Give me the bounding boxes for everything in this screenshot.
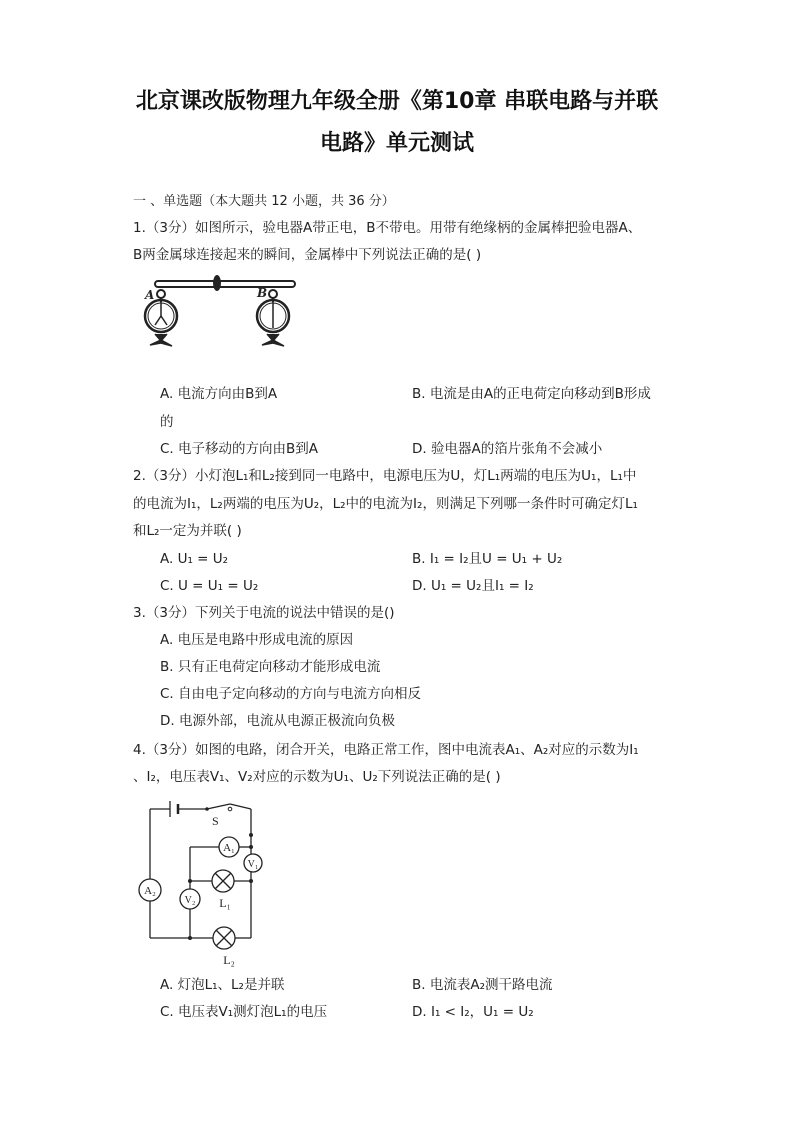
page-title-line1: 北京课改版物理九年级全册《第10章 串联电路与并联	[135, 89, 659, 114]
q3-stem: 3.（3分）下列关于电流的说法中错误的是()	[133, 605, 395, 621]
q1-stem-line2: B两金属球连接起来的瞬间，金属棒中下列说法正确的是( )	[133, 247, 482, 263]
voltmeter-v1-label: V₁	[247, 859, 259, 870]
q1-option-d[interactable]: D. 验电器A的箔片张角不会减小	[412, 441, 603, 457]
switch-label: S	[212, 814, 219, 828]
voltmeter-v1	[244, 854, 262, 872]
q1-option-a-wrap: 的	[160, 414, 174, 430]
q4-stem-line1: 4.（3分）如图的电路，闭合开关，电路正常工作，图中电流表A₁、A₂对应的示数为I₁	[133, 742, 639, 758]
q2-option-a[interactable]: A. U₁ = U₂	[160, 551, 229, 567]
q2-stem-line3: 和L₂一定为并联( )	[133, 523, 242, 539]
q4-option-a[interactable]: A. 灯泡L₁、L₂是并联	[160, 977, 285, 993]
circuit-diagram	[133, 795, 283, 970]
q3-option-a[interactable]: A. 电压是电路中形成电流的原因	[160, 632, 354, 648]
label-a: A	[145, 288, 155, 302]
q3-option-c[interactable]: C. 自由电子定向移动的方向与电流方向相反	[160, 686, 422, 702]
q4-stem-line2: 、I₂，电压表V₁、V₂对应的示数为U₁、U₂下列说法正确的是( )	[133, 769, 501, 785]
q4-option-c[interactable]: C. 电压表V₁测灯泡L₁的电压	[160, 1004, 328, 1020]
ammeter-a2	[139, 879, 161, 901]
label-b: B	[257, 286, 268, 300]
section-heading: 一 、单选题（本大题共 12 小题，共 36 分）	[133, 194, 395, 209]
q3-option-b[interactable]: B. 只有正电荷定向移动才能形成电流	[160, 659, 381, 675]
page-title-line2: 电路》单元测试	[319, 131, 474, 156]
q3-option-d[interactable]: D. 电源外部，电流从电源正极流向负极	[160, 713, 395, 729]
lamp-l2	[213, 927, 235, 949]
lamp-l2-label: L₂	[223, 953, 235, 967]
electroscope-diagram	[133, 272, 303, 356]
q2-stem-line2: 的电流为I₁，L₂两端的电压为U₂，L₂中的电流为I₂，则满足下列哪一条件时可确定灯L₁	[133, 496, 638, 512]
q2-option-c[interactable]: C. U = U₁ = U₂	[160, 578, 259, 594]
q2-option-b[interactable]: B. I₁ = I₂且U = U₁ + U₂	[412, 551, 563, 567]
ammeter-a1-label: A₁	[223, 842, 235, 854]
q1-stem-line1: 1.（3分）如图所示，验电器A带正电，B不带电。用带有绝缘柄的金属棒把验电器A、	[133, 220, 642, 236]
q1-option-b[interactable]: B. 电流是由A的正电荷定向移动到B形成	[412, 386, 651, 402]
lamp-l1-label: L₁	[219, 896, 231, 910]
ammeter-a2-label: A₂	[144, 885, 156, 897]
battery-symbol	[170, 801, 178, 817]
q2-stem-line1: 2.（3分）小灯泡L₁和L₂接到同一电路中，电源电压为U，灯L₁两端的电压为U₁，L₁中	[133, 468, 637, 484]
voltmeter-v2	[180, 889, 200, 909]
metal-rod	[155, 281, 295, 287]
q4-option-b[interactable]: B. 电流表A₂测干路电流	[412, 977, 553, 993]
voltmeter-v2-label: V₂	[184, 895, 196, 906]
q2-option-d[interactable]: D. U₁ = U₂且I₁ = I₂	[412, 578, 534, 594]
lamp-l1	[212, 870, 234, 892]
q1-option-a[interactable]: A. 电流方向由B到A	[160, 386, 278, 402]
insulating-handle	[213, 275, 221, 291]
ammeter-a1	[219, 837, 239, 857]
q1-option-c[interactable]: C. 电子移动的方向由B到A	[160, 441, 319, 457]
q4-option-d[interactable]: D. I₁ < I₂，U₁ = U₂	[412, 1004, 534, 1020]
